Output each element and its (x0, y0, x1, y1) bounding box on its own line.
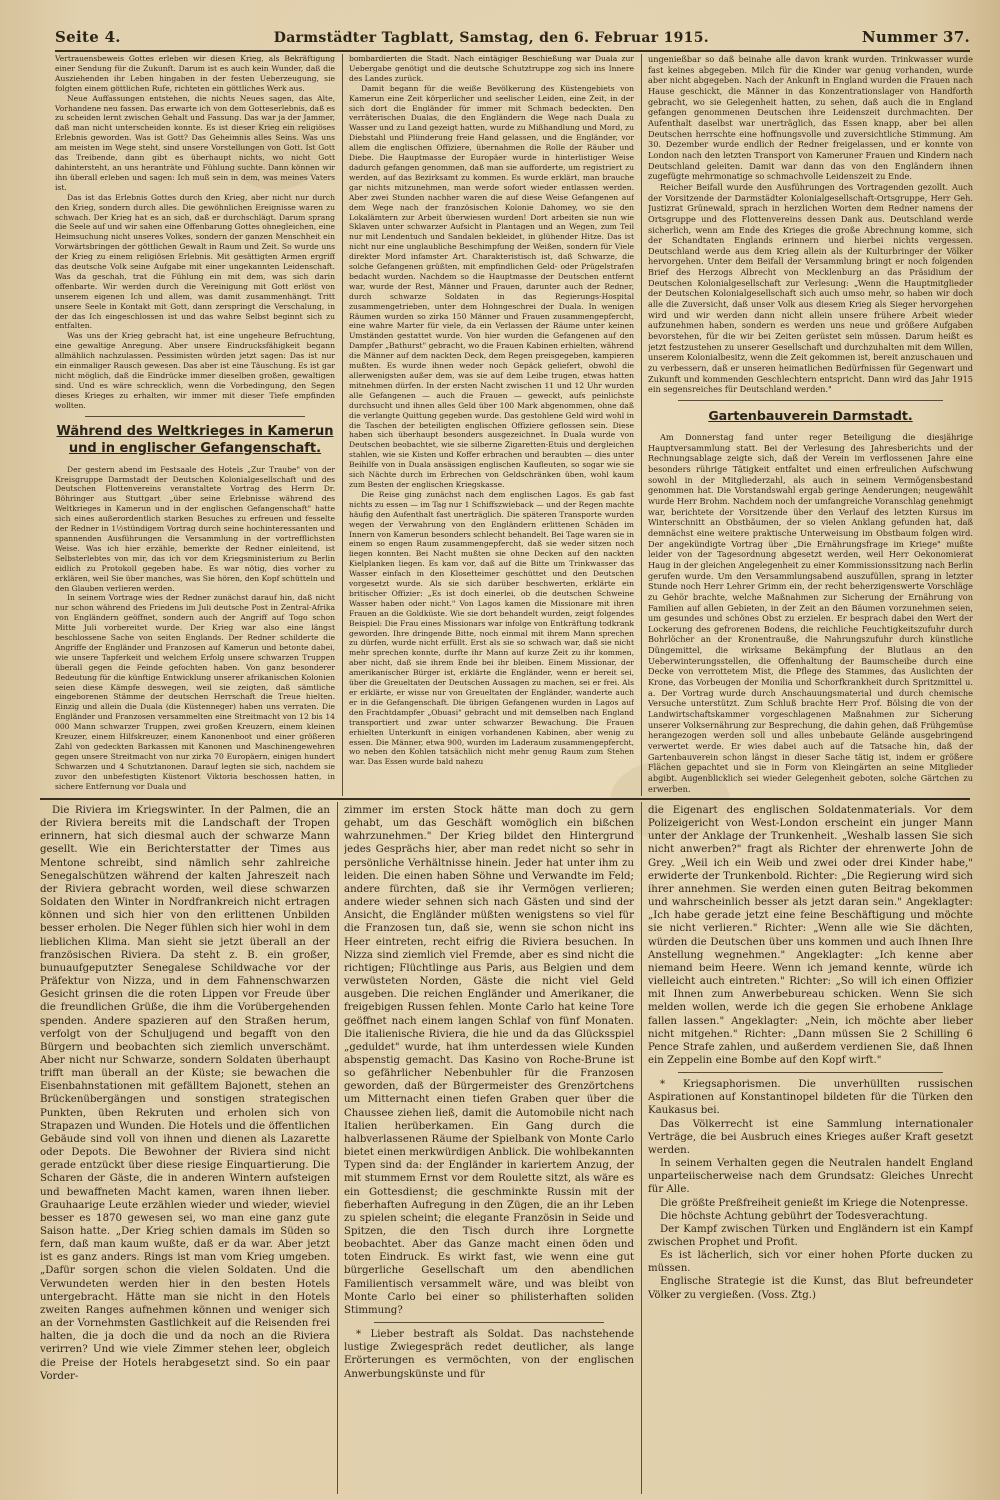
paragraph: Es ist lächerlich, sich vor einer hohen Pforte ducken zu müssen. (648, 1250, 973, 1275)
paragraph: Was uns der Krieg gebracht hat, ist eine ungeheure Befruchtung, eine gewaltige Anregung. Aber unsere Eindrucksfähigkeit begann allmählich nachzulassen. Pessimisten würden jetzt sagen: Das ist nur ein einmaliger Rausch gewesen. Das aber ist eine Täuschung. Es ist gar nicht möglich, daß die Eindrücke immer dieselben großen, gewaltigen sind. Und es wäre schrecklich, wenn die Vorbedingung, den Segen dieses Krieges zu erhalten, wir immer mit dieser Tiefe empfinden wollten. (55, 331, 335, 410)
paragraph: Der Kampf zwischen Türken und Engländern ist ein Kampf zwischen Prophet und Profit. (648, 1223, 973, 1248)
paragraph: Der gestern abend im Festsaale des Hotels „Zur Traube" von der Kreisgruppe Darmstadt der Deutschen Kolonialgesellschaft und des Deutschen Flottenvereins veranstaltete Vortrag des Herrn Dr. Böhringer aus Stuttgart „über seine Erlebnisse während des Weltkrieges in Kamerun und in der englischen Gefangenschaft" hatte sich eines außerordentlich starken Besuches zu erfreuen und fesselte der Redner in 1½stündigem Vortrag durch seine hochinteressanten und spannenden Ausführungen die Versammlung in der vortrefflichsten Weise. Was ich hier erzähle, bemerkte der Redner einleitend, ist Selbsterlebtes von mir, das ich vor dem Kriegsministerium zu Berlin eidlich zu Protokoll gegeben habe. Es war nötig, dies vorher zu erklären, weil Sie über manches, was Sie hören, den Kopf schütteln und den Glauben verlieren werden. (55, 464, 335, 593)
column-rule (641, 54, 642, 796)
column-rule (641, 802, 642, 1494)
paragraph: Vertrauensbeweis Gottes erleben wir diesen Krieg, als Bekräftigung einer Sendung für die Zukunft. Darum ist es auch kein Wunder, daß die Ausziehenden ihr Leben hingaben in der festen Ueberzeugung, sie folgten einem göttlichen Rufe, richteten ein göttliches Werk aus. (55, 54, 335, 93)
paragraph: Die höchste Achtung gebührt der Todesverachtung. (660, 1210, 928, 1222)
article-riviera-continued (344, 804, 634, 1317)
paragraph: bombardierten die Stadt. Nach eintägiger Beschießung war Duala zur Uebergabe genötigt und die deutsche Schutztruppe zog sich ins Innere des Landes zurück. (349, 54, 634, 83)
paragraph: Die Reise ging zunächst nach dem englischen Lagos. Es gab fast nichts zu essen — im Tag nur 1 Schiffszwieback — und der Regen machte häufig den Aufenthalt fast unerträglich. Die späteren Transporte wurden wegen der Verwahrung von den Engländern erlittenen Schäden im Innern von Kamerun besonders schlecht behandelt. Bei Tage waren sie in einem so engen Raum zusammengepfercht, daß sie weder sitzen noch liegen konnten. Bei Nacht mußten sie ohne Decken auf den nackten Kielplanken liegen. Es kam vor, daß auf die Bitte um Trinkwasser das Wasser einfach in den Klosetteimer geschüttet und den Deutschen vorgesetzt wurde. Als sie sich darüber beschwerten, erklärte ein britischer Offizier: „Es ist doch einerlei, ob die deutschen Schweine Wasser haben oder nicht." Von Lagos kamen die Missionare mit ihren Frauen an die Goldküste. Wie sie dort behandelt wurden, zeigt folgendes Beispiel: Die Frau eines Missionars war infolge von Entkräftung todkrank geworden. Ihre dringende Bitte, noch einmal mit ihrem Mann sprechen zu dürfen, wurde nicht erfüllt. Erst als sie so schwach war, daß sie nicht mehr sprechen konnte, durfte ihr Mann auf kurze Zeit zu ihr kommen, aber nicht, daß sie ihrem Ende bei ihr bleiben. Einem Missionar, der amerikanischer Bürger ist, erklärte die Engländer, wenn er bereit sei, über die Greueltaten der Deutschen Aussagen zu machen, sei er frei. Als er erklärte, er wisse nur von Greueltaten der Engländer, wanderte auch er in die Gefangenschaft. Die übrigen Gefangenen wurden in Lagos auf den Frachtdampfer „Obuasi" gebracht und mit demselben nach England transportiert und zwar unter schwarzer Bewachung. Die Frauen erhielten Unterkunft in einigen vorhandenen Kabinen, aber wenig zu essen. Die Männer, etwa 900, wurden im Laderaum zusammengepfercht, wo neben den Kohlen tatsächlich nicht mehr genug Raum zum Stehen war. Das Essen wurde bald nahezu (349, 489, 634, 767)
paragraph: ungenießbar so daß beinahe alle davon krank wurden. Trinkwasser wurde fast keines abgegeben. Milch für die Kinder war genug vorhanden, wurde aber nicht abgegeben. Nach der Ankunft in England wurden die Frauen nach Hause geschickt, die Männer in das Konzentrationslager von Handforth gebracht, wo sie Gelegenheit hatten, zu sehen, daß auch die in England gefangen genommenen Deutschen ihre Leidenszeit durchmachten. Der Aufenthalt daselbst war unerträglich, das Essen knapp, aber bei allen Deutschen herrschte eine hoffnungsvolle und zuversichtliche Stimmung. Am 30. Dezember wurde endlich der Redner freigelassen, und er konnte von London nach den letzten Transport von Kameruner Frauen und Kindern nach Deutschland geleiten. Damit war dann das von den Engländern ihnen zugefügte mehrmonatige so schmachvolle Leidenszeit zu Ende. (648, 54, 973, 182)
headline-kamerun: Während des Weltkrieges in Kamerun und in englischer Gefangenschaft. (56, 423, 334, 456)
issue-number: Nummer 37. (861, 28, 970, 46)
article-kamerun-end (648, 54, 973, 395)
paragraph: Reicher Beifall wurde den Ausführungen des Vortragenden gezollt. Auch der Vorsitzende der Darmstädter Kolonialgesellschaft-Ortsgruppe, Herr Geh. Justizrat Grünewald, sprach in herzlichen Worten dem Redner namens der Ortsgruppe und des Flottenvereins dessen Dank aus. Deutschland werde sicherlich, wenn am Ende des Krieges die große Abrechnung komme, sich der Schandtaten Englands erinnern und hierbei nichts vergessen. Deutschland werde aus dem Krieg allein als der Kulturbringer der Völker hervorgehen. Unter dem Beifall der Versammlung bringt er noch folgenden Brief des Herzogs Albrecht von Mecklenburg an das Präsidium der Deutschen Kolonialgesellschaft zur Verlesung: „Wenn die Hauptmitglieder der Deutschen Kolonialgesellschaft sich auch umso mehr, so haben wir doch alle die Zuversicht, daß unser Volk aus diesem Krieg als Sieger hervorgehen wird und wir werden dann nicht allein unsere frühere Arbeit wieder aufzunehmen haben, sondern es werden uns neue und größere Aufgaben bevorstehen, für die wir bei Zeiten gerüstet sein müssen. Darum heißt es jetzt festzustehen zu unserer Gesellschaft und durchzuhalten mit dem Willen, unserem Kolonialbesitz, wenn die Zeit gekommen ist, bereit anzuschauen und zu verbessern, daß er unseren heimatlichen Bedürfnissen für Gegenwart und Zukunft und kommenden Geschlechtern entspricht. Dann wird das Jahr 1915 ein segensreiches für Deutschland werden." (648, 181, 973, 395)
paragraph: Am Donnerstag fand unter reger Beteiligung die diesjährige Hauptversammlung statt. Bei der Verlesung des Jahresberichts und der Rechnungsablage zeigte sich, daß der Verein im verflossenen Jahre eine besonders rührige Tätigkeit entfaltet und einen erfreulichen Aufschwung sowohl in der Mitgliederzahl, als auch in seinem Vermögensbestand genommen hat. Die Vorstandswahl ergab geringe Aenderungen; neugewählt wurde Herr Brohm. Nachdem noch der umfangreiche Voranschlag genehmigt war, berichtete der Vorsitzende über den Verlauf des letzten Kursus im Winterschnitt an Obstbäumen, der so vielen Anklang gefunden hat, daß demnächst eine weitere praktische Unterweisung im Obstbaum folgen wird. Der angekündigte Vortrag über „Die Ernährungsfrage im Kriege" mußte leider von der Tagesordnung abgesetzt werden, weil Herr Oekonomierat Haug in der gleichen Angelegenheit zu einer Kommissionssitzung nach Berlin gerufen wurde. Um den Versammlungsabend auszufüllen, sprang in letzter Stunde noch Herr Lehrer Grimm ein, der recht beherzigenswerte Vorschläge zu Gehör brachte, welche Maßnahmen zur Sicherung der Ernährung von Familien auf allen Gebieten, in der Zeit an den Bäumen vorzunehmen seien, um gesundes und schönes Obst zu erzielen. Er besprach dabei den Wert der Lockerung des gefrorenen Bodens, die reichliche Feuchtigkeitszufuhr durch Bohrlöcher an der Kronentrauße, die Nahrungszufuhr durch künstliche Düngemittel, die wirksame Bekämpfung der Blutlaus an den Ueberwinterungsstellen, die Offenhaltung der Baumscheibe durch eine Decke von verrottetem Mist, die Pflege des Stammes, das Auslichten der Krone, das Vorbeugen der Monilia und Schorfkrankheit durch Spritzmittel u. a. Der Vortrag wurde durch Anschauungsmaterial und durch chemische Versuche unterstützt. Zum Schluß brachte Herr Prof. Bölsing die von der Landwirtschaftskammer vorgeschlagenen Maßnahmen zur Sicherung unserer Volksernährung zur Besprechung, die dahin gehen, daß Frühgemüse herangezogen werden soll und alles unbebaute Gelände ausgebringend verwertet werde. Er wies dabei auch auf die Tatsache hin, daß der Gartenbauverein schon längst in dieser Sache tätig ist, indem er größere Flächen gepachtet und sie in Form von Kleingärten an seine Mitglieder abgibt. Augenblicklich sei wieder Gelegenheit geboten, solche Gärtchen zu erwerben. (648, 432, 973, 794)
paragraph: In seinem Verhalten gegen die Neutralen handelt England unparteiischerweise nach dem Grundsatz: Gleiches Unrecht für Alle. (648, 1158, 973, 1196)
column-6 (648, 804, 973, 1494)
headline-gartenbauverein: Gartenbauverein Darmstadt. (708, 408, 913, 423)
column-4 (40, 804, 330, 1494)
paragraph: die Eigenart des englischen Soldatenmaterials. Vor dem Polizeigericht von West-London erscheint ein junger Mann unter der Anklage der Trunkenheit. „Weshalb lassen Sie sich nicht anwerben?" fragt als Richter der ehrenwerte John de Grey. „Weil ich ein Weib und zwei oder drei Kinder habe," erwiderte der Trunkenbold. Richter: „Die Regierung wird sich ihrer annehmen. Sie werden einen guten Beitrag bekommen und wahrscheinlich besser als jetzt daran sein." Angeklagter: „Ich habe gerade jetzt eine feine Beschäftigung und möchte sie nicht verlieren." Richter: „Wenn alle wie Sie dächten, würden die Deutschen über uns kommen und auch Ihnen Ihre Anstellung wegnehmen." Angeklagter: „Ich kenne aber niemand beim Heere. Wenn ich jemand kennte, würde ich vielleicht auch eintreten." Richter: „So will ich einen Offizier mit Ihnen zum Anwerbebureau schicken. Wenn Sie sich melden wollen, werde ich die gegen Sie erhobene Anklage fallen lassen." Angeklagter: „Nein, ich möchte aber lieber nicht mitgehen." Richter: „Dann müssen Sie 2 Schilling 6 Pence Strafe zahlen, und außerdem verdienen Sie, daß Ihnen ein Zeppelin eine Bombe auf den Kopf wirft." (648, 805, 973, 1066)
footnote-soldat: * Lieber bestraft als Soldat. Das nachstehende lustige Zwiegespräch redet deutlicher, als lange Erörterungen es vermöchten, von der englischen Anwerbungskünste und für (344, 1329, 634, 1380)
article-religion-continued (55, 54, 335, 411)
column-5 (344, 804, 634, 1494)
column-rule (337, 802, 338, 1494)
column-2 (349, 54, 634, 794)
article-court-dialogue (648, 804, 973, 1067)
paragraph: Das Völkerrecht ist eine Sammlung internationaler Verträge, die bei Ausbruch eines Krieges außer Kraft gesetzt werden. (648, 1118, 973, 1156)
article-separator (85, 416, 305, 417)
article-separator (678, 1072, 943, 1073)
section-rule (40, 798, 970, 800)
article-riviera (40, 804, 330, 1383)
article-separator (374, 1322, 604, 1323)
kriegsaphorismen (648, 1078, 973, 1302)
column-3 (648, 54, 973, 794)
paragraph: Die größte Preßfreiheit genießt im Kriege die Notenpresse. (660, 1197, 969, 1209)
paragraph: Neue Auffassungen entstehen, die nichts Neues sagen, das Alte, Vorhandene neu fassen. Das erwarte ich von dem Gotteserlebnis, daß es zu scheiden lernt zwischen Gehalt und Fassung. Das war ja der Jammer, daß man nicht unterscheiden konnte. Es ist dieser Krieg ein religiöses Erlebnis geworden. Was ist Gott? Das Geheimnis alles Seins. Was uns am meisten im Wege steht, sind unsere Vorstellungen von Gott. Ist Gott das Treibende, dann gibt es überhaupt nichts, wo nicht Gott dahintersteht, an uns heranträte und Fühlung suchte. Dann können wir ihn überall erleben und sagen: Ich muß sein in dem, was meines Vaters ist. (55, 93, 335, 192)
page-header (55, 28, 970, 50)
article-separator (678, 400, 943, 401)
paragraph: In seinem Vortrage wies der Redner zunächst darauf hin, daß nicht nur schon während des Friedens im Juli deutsche Post in Zentral-Afrika von Engländern geöffnet, sondern auch der Angriff auf Togo schon Mitte Juli vorbereitet wurde. Der Krieg war also eine längst beschlossene Sache von seiten Englands. Der Redner schilderte die Angriffe der Engländer und Franzosen auf Kamerun und betonte dabei, wie unsere Tapferkeit und welchem Erfolg unsere schwarzen Truppen überall gegen die Feinde gefochten haben. Von ganz besonderer Bedeutung für die künftige Entwicklung unserer afrikanischen Kolonien seien diese Kämpfe deswegen, weil sie zeigten, daß sämtliche eingeborenen Stämme der deutschen Herrschaft die Treue hielten. Einzig und allein die Duala (die Küstenneger) haben uns verraten. Die Engländer und Franzosen versammelten eine Streitmacht von 12 bis 14 000 Mann schwarzer Truppen, zwei großen Kreuzern, einem kleinen Kreuzer, einem Hilfskreuzer, einem Kanonenboot und einer größeren Zahl von gedeckten Barkassen mit Kanonen und Maschinengewehren gegen unsere Streitmacht von nur zirka 70 Europäern, einigen hundert Schwarzen und 4 Schutztanonen. Darauf legten sie sich, nachdem sie zuvor den unbefestigten Küstenort Viktoria beschossen hatten, in sichere Entfernung vor Duala und (55, 593, 335, 791)
paragraph: Englische Strategie ist die Kunst, das Blut befreundeter Völker zu vergießen. (Voss. Ztg.) (648, 1276, 973, 1301)
column-rule (342, 54, 343, 796)
paragraph: * Kriegsaphorismen. Die unverhüllten russischen Aspirationen auf Konstantinopel bildeten für die Türken den Kaukasus bei. (648, 1079, 973, 1117)
paragraph: Die Riviera im Kriegswinter. In der Palmen, die an der Riviera bereits mit die Landschaft der Tropen erinnern, hat sich diesmal auch der schwarze Mann gesellt. Wie ein Berichterstatter der Times aus Mentone schreibt, sind nämlich sehr zahlreiche Senegalschützen während der kalten Jahreszeit nach der Riviera gebracht worden, weil diese schwarzen Soldaten den Winter in Nordfrankreich nicht ertragen können und sich hier von den erlittenen Unbilden besser erholen. Die Neger fühlen sich hier wohl in dem lieblichen Klima. Man sieht sie jetzt überall an der französischen Riviera. Da steht z. B. ein großer, bunuaufgeputzter Senegalese Schildwache vor der Präfektur von Nizza, und in dem Fahnenschwarzen Gesicht grinsen die die roten Lippen vor Freude über die freundlichen Grüße, die ihm die Vorübergehenden spenden. Andere spazieren auf den Straßen herum, verfolgt von der Schuljugend und begafft von den Bürgern und beobachten sich ziemlich unverschämt. Aber nicht nur Schwarze, sondern Soldaten überhaupt trifft man überall an der Küste; sie bewachen die Eisenbahnstationen mit gefälltem Bajonett, stehen an Brückenübergängen und sonstigen strategischen Punkten, üben Rekruten und erholen sich von Strapazen und Wunden. Die Hotels und die öffentlichen Gebäude sind voll von ihnen und dienen als Lazarette oder Depots. Die Bewohner der Riviera sind nicht gerade entzückt über diese riesige Einquartierung. Die Scharen der Gäste, die in anderen Wintern aufsteigen und bewaffneten Macht kamen, waren ihnen lieber. Grauhaarige Leute erzählen wieder und wieder, wieviel besser es 1870 gewesen sei, wo man eine ganz gute Saison hatte. „Der Krieg schien damals im Süden so fern, daß man kaum wußte, daß er da war. Aber jetzt ist es ganz anders. Rings ist man vom Krieg umgeben. „Dafür sorgen schon die vielen Soldaten. Und die Verwundeten werden hier in den besten Hotels untergebracht. Hätte man sie nicht in den Hotels zweiten Ranges aufnehmen können und weniger sich an der Vornehmsten Gastlichkeit auf die Reisenden frei halten, die ja doch die und da noch an die Riviera verirren? Und wie viele Zimmer stehen leer, obgleich die Preise der Hotels herabgesetzt sind. So ein paar Vorder- (40, 805, 330, 1382)
paragraph: Das ist das Erlebnis Gottes durch den Krieg, aber nicht nur durch den Krieg, sondern durch alles. Die gewöhnlichen Ereignisse waren zu schwach. Der Krieg hat es an sich, daß er durchschlägt. Darum sprang die Seele auf und wir sahen eine Offenbarung Gottes ohnegleichen, eine Heimsuchung nicht unseres Volkes, sondern der ganzen Menschheit ein Vorwärtsbringen der göttlichen Gewalt in Raum und Zeit. So wurde uns der Krieg zu einem religiösen Erlebnis. Mit gesättigten Armen ergriff das deutsche Volk seine Aufgabe mit einer ungekannten Leidenschaft. Was da geschah, trat die Fühlung ein mit dem, was sich darin offenbarte. Wir werden durch die Vereinigung mit Gott erlöst von unserem eigenen Ich und allem, was damit zusammenhängt. Tritt unsere Seele in Kontakt mit Gott, dann zerspringt die Verschalung, in der das Ich eingeschlossen ist und das wahre Selbst beginnt sich zu entfalten. (55, 192, 335, 331)
column-1 (55, 54, 335, 794)
paragraph: zimmer im ersten Stock hätte man doch zu gern gehabt, um das Geschäft womöglich ein bißchen wahrzunehmen." Der Krieg bildet den Hintergrund jedes Gesprächs hier, aber man redet nicht so sehr in persönliche Verhältnisse hinein. Jeder hat unter ihm zu leiden. Die einen haben Söhne und Verwandte im Feld; andere fürchten, daß sie ihr Vermögen verlieren; andere wieder sehnen sich nach Gästen und sind der Ansicht, die Engländer müßten wenigstens so viel für die Franzosen tun, daß sie, wenn sie schon nicht ins Heer eintreten, recht eifrig die Riviera besuchen. In Nizza sind ziemlich viel Fremde, aber es sind nicht die richtigen; Flüchtlinge aus Paris, aus Belgien und dem verwüsteten Norden, Gäste die nicht viel Geld ausgeben. Die reichen Engländer und Amerikaner, die freigebigen Russen fehlen. Monte Carlo hat keine Tore geöffnet nach einem langen Schlaf von fünf Monaten. Die italienische Riviera, die hie und da das Glücksspiel „geduldet" wurde, hat ihm unterdessen wiele Kunden abspenstig gemacht. Das Kasino von Roche-Brune ist so gefährlicher Nebenbuhler für die Franzosen geworden, daß der Bürgermeister des Grenzörtchens um Mitternacht einen tiefen Graben quer über die Chaussee ziehen ließ, damit die Automobile nicht nach Italien herüberkamen. Ein Gang durch die halbverlassenen Räume der Spielbank von Monte Carlo bietet einen merkwürdigen Anblick. Die wohlbekannten Typen sind da: der Engländer in kariertem Anzug, der mit stummem Ernst vor dem Roulette sitzt, als wäre es ein Gottesdienst; die geschminkte Russin mit der fieberhaften Aufregung in den Zügen, die an ihr Leben zu spielen scheint; die elegante Französin in Seide und Spitzen, die den Tisch durch ihre Lorgnette beobachtet. Aber das Ganze macht einen öden und toten Eindruck. Es wirkt fast, wie wenn eine gut bürgerliche Gesellschaft um den abendlichen Familientisch versammelt wäre, und was bleibt von Monte Carlo bei einer so philisterhaften soliden Stimmung? (344, 805, 634, 1316)
article-gartenbauverein (648, 432, 973, 794)
header-rule (55, 50, 970, 52)
page-number: Seite 4. (55, 28, 121, 46)
article-kamerun (55, 465, 335, 792)
article-kamerun-continued (349, 54, 634, 767)
masthead-date: Darmstädter Tagblatt, Samstag, den 6. Februar 1915. (273, 30, 709, 46)
paragraph: Damit begann für die weiße Bevölkerung des Küstengebiets von Kamerun eine Zeit körperlicher und seelischer Leiden, eine Zeit, in der sich dort die Engländer für immer mit Schmach bedeckten. Den verräterischen Dualas, die den Engländern die Wege nach Duala zu Wasser und zu Land gezeigt hatten, wurde zu Mißhandlung und Mord, zu Diebstahl und Plünderung freie Hand gelassen, und die Engländer, vor allem die englischen Offiziere, übernahmen die Rolle der Räuber und Diebe. Die Hauptmasse der Europäer wurde in hinterlistiger Weise dadurch gefangen genommen, daß man sie aufforderte, um registriert zu werden, auf das Bezirksamt zu kommen. Es wurde erklärt, man brauche gar nichts mitzunehmen, man werde sofort wieder entlassen werden. Aber zwei Stunden nachher waren die auf diese Weise Gefangenen auf dem Wege nach der französischen Kolonie Dahomey, wo sie den Lokalämtern zur Arbeit überwiesen wurden! Dort arbeiten sie nun wie Sklaven unter schwarzer Aufsicht in Plantagen und an Wegen, zum Teil nur mit Lendentuch und Sandalen bekleidet, in glühender Hitze. Das ist nicht nur eine unglaubliche Beschimpfung der Weißen, sondern für Viele direkter Mord infamster Art. Charakteristisch ist, daß Schwarze, die solche Gefangenen grüßten, mit empfindlichen Geld- oder Prügelstrafen bedacht wurden. Nachdem so die Hauptmasse der Deutschen entfernt war, wurde der Rest, Männer und Frauen, darunter auch der Redner, durch schwarze Soldaten in das Regierungs-Hospital zusammengetrieben, unter dem Hohngeschrei der Duala. In wenigen Räumen wurden so zirka 150 Männer und Frauen zusammengepfercht, eine wahre Marter für viele, da ein Verlassen der Räume unter keinen Umständen gestattet wurde. Von hier wurden die Gefangenen auf den Dampfer „Bathurst" gebracht, wo die Frauen Kabinen erhielten, während die Männer auf dem nackten Deck, dem Regen preisgegeben, kampieren mußten. Es wurde ihnen weder noch Gepäck geliefert, obwohl die allerwenigsten außer dem, was sie auf dem Leibe trugen, etwas hatten mitnehmen dürfen. In der ersten Nacht zwischen 11 und 12 Uhr wurden alle Gefangenen — auch die Frauen — geweckt, aufs peinlichste durchsucht und ihnen alles Geld über 100 Mark abgenommen, ohne daß die verlangte Quittung gegeben wurde. Das gestohlene Geld wird wohl in die Taschen der beteiligten englischen Offiziere geflossen sein. Diese haben sich überhaupt besonders ausgezeichnet. In Duala wurde von Deutschen beobachtet, wie sie silberne Zigaretten-Etuis und dergleichen stahlen, wie sie Kisten und Koffer erbrachen und beraubten — dies unter Beihilfe von in Duala ansässigen englischen Kaufleuten, so sogar wie sie sich Nächte durch im Erbrechen von Geldschränken üben, wohl kaum zum Besten der englischen Kriegskasse. (349, 83, 634, 489)
